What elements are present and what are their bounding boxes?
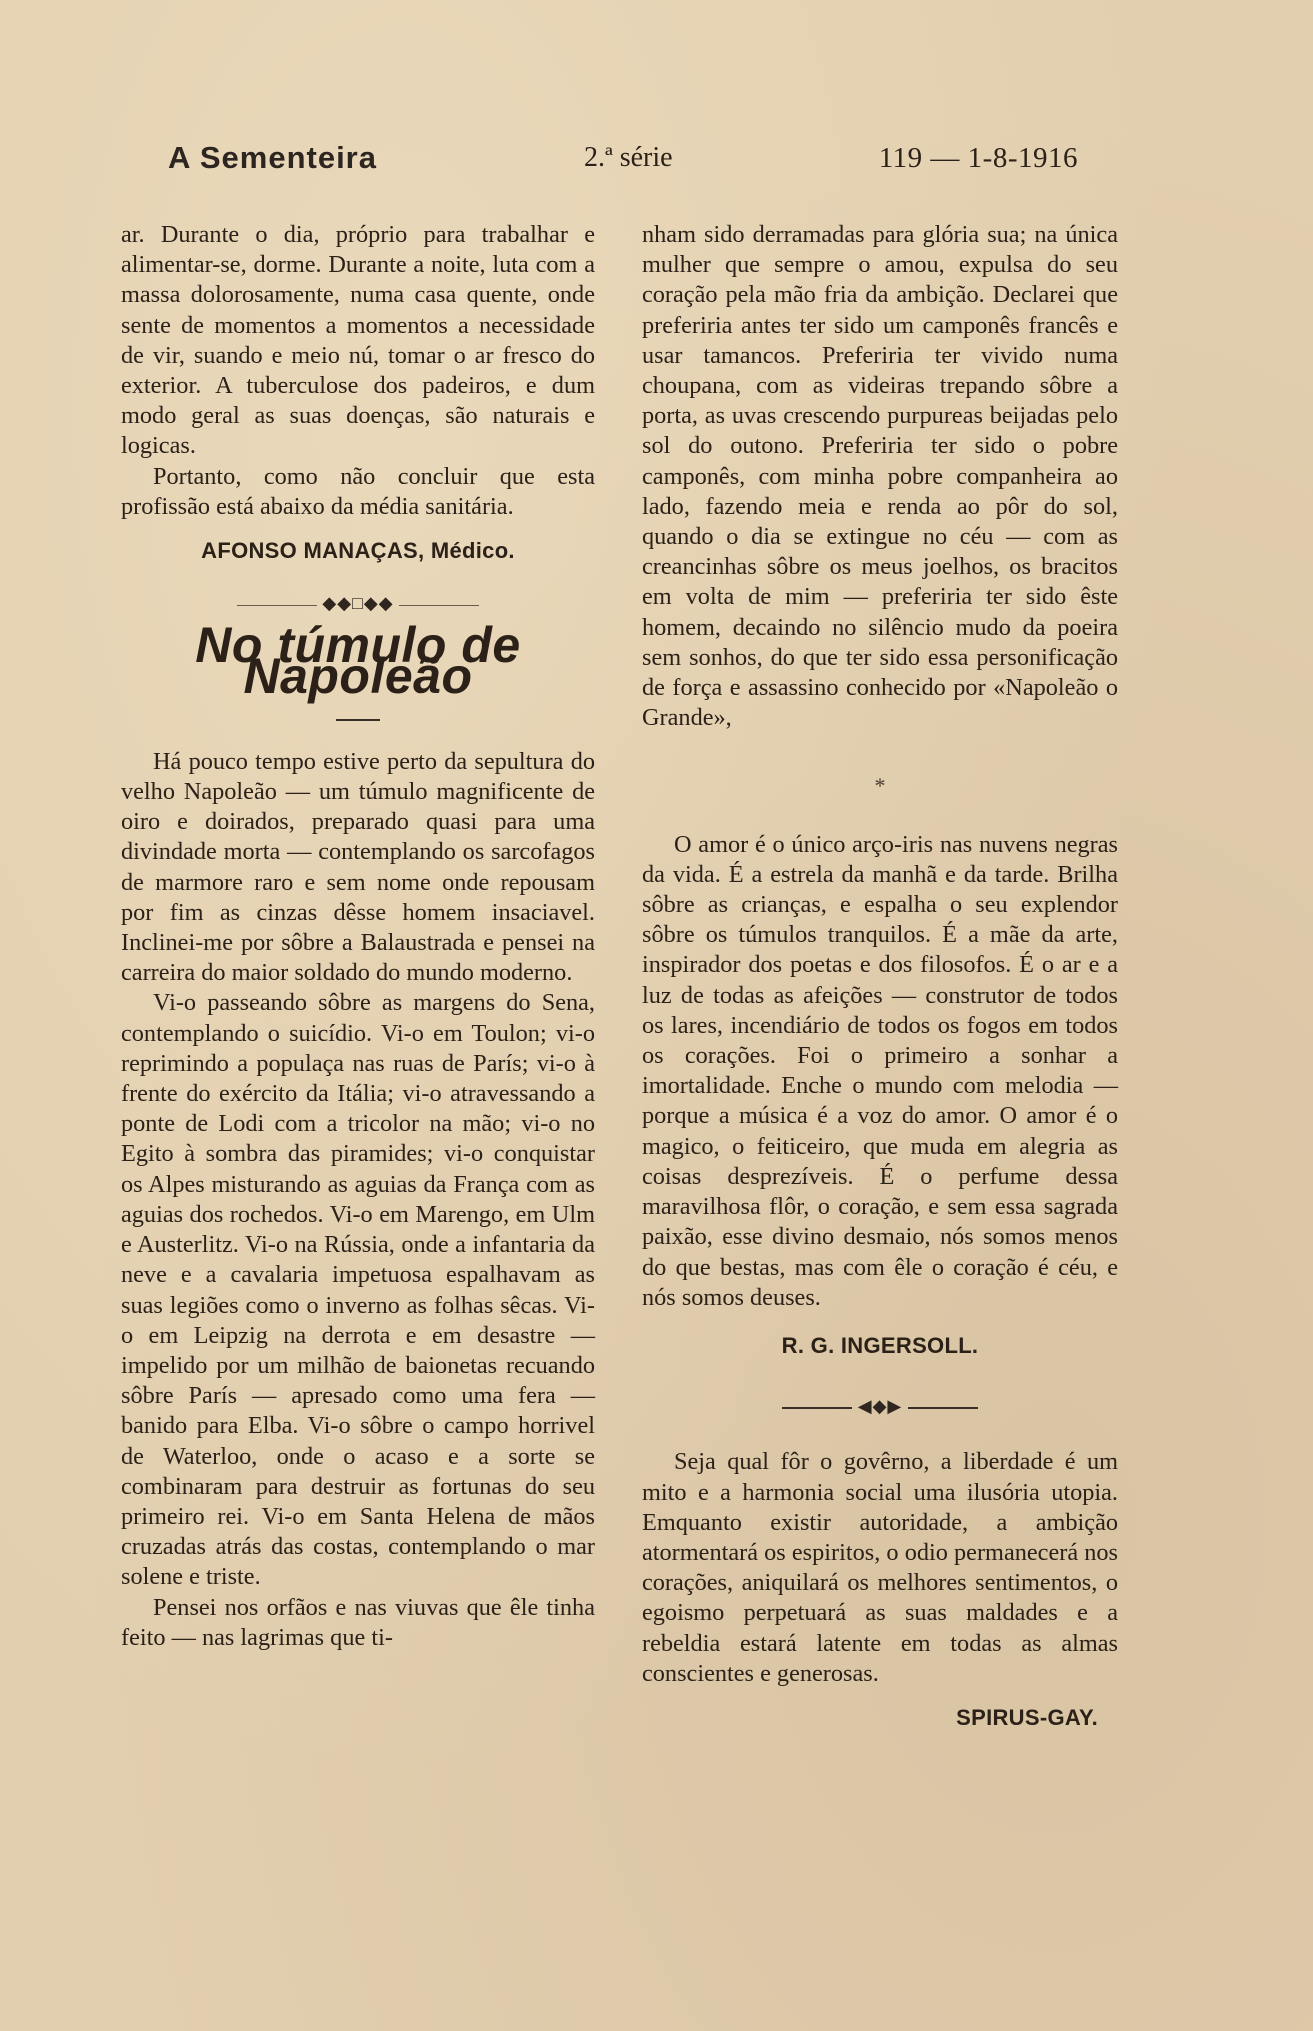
intro-paragraph: Portanto, como não concluir que esta profissão está abaixo da média sanitária. — [121, 462, 595, 520]
section-ornament — [121, 588, 595, 618]
ornament-glyph: ◆◆□◆◆ — [322, 593, 394, 614]
intro-signature: AFONSO MANAÇAS, Médico. — [201, 538, 515, 564]
love-signature: R. G. INGERSOLL. — [781, 1332, 979, 1358]
title-rule — [336, 719, 380, 721]
article-paragraph: Pensei nos orfãos e nas viuvas que êle tinha feito — nas lagrimas que ti- — [121, 1593, 595, 1651]
page-header — [168, 140, 1078, 180]
love-paragraph: O amor é o único arço-iris nas nuvens negras da vida. É a estrela da manhã e da tarde. Brilha sôbre as crianças, e espalha o seu explendor sôbre os túmulos tranquilos. É a mãe da arte, inspirador dos poetas e dos filosofos. É o ar e a luz de todas as afeições — construtor de todos os lares, incendiário de todos os fogos em todos os corações. Foi o primeiro a sonhar a imortalidade. Enche o mundo com melodia — porque a música é a voz do amor. O amor é o magico, o feiticeiro, que muda em alegria as coisas desprezíveis. É o perfume dessa maravilhosa flôr, o coração, e sem essa sagrada paixão, esse divino desmaio, nós somos menos do que bestas, mas com êle o coração é céu, e nós somos deuses. — [642, 830, 1118, 1311]
article-continuation: nham sido derramadas para glória sua; na única mulher que sempre o amou, expulsa do seu coração pela mão fria da ambição. Declarei que preferiria antes ter sido um camponês francês e usar tamancos. Preferiria ter vivido numa choupana, com as videiras trepando sôbre a porta, as uvas crescendo purpureas beijadas pelo sol do outono. Preferiria ter sido o pobre camponês, com minha pobre companheira ao lado, fazendo meia e renda ao pôr do sol, quando o dia se extingue no céu — com as creancinhas sôbre os meus joelhos, os bracitos em volta de mim — preferiria ter sido êste homem, decaindo no silêncio mudo da poeira sem sonhos, do que ter sido essa personificação de força e assassino conhecido por «Napoleão o Grande», — [642, 221, 1118, 732]
publication-title: A Sementeira — [168, 140, 377, 175]
article-paragraph: Há pouco tempo estive perto da sepultura do velho Napoleão — um túmulo magnificente de oiro e doirados, preparado quasi para uma divindade morta — contemplando os sarcofagos de marmore raro e sem nome onde repousam por fim as cinzas dêsse homem insaciavel. Inclinei-me por sôbre a Balaustrada e pensei na carreira do maior soldado do mundo moderno. — [121, 747, 595, 987]
issue-number-date: 119 — 1-8-1916 — [878, 142, 1078, 174]
ornament-rule — [237, 605, 317, 606]
article-paragraph: Vi-o passeando sôbre as margens do Sena, contemplando o suicídio. Vi-o em Toulon; vi-o reprimindo a populaça nas ruas de París; vi-o à frente do exército da Itália; vi-o atravessando a ponte de Lodi com a tricolor na mão; vi-o no Egito à sombra das piramides; vi-o conquistar os Alpes misturando as aguias da França com as aguias dos rochedos. Vi-o em Marengo, em Ulm e Austerlitz. Vi-o na Rússia, onde a infantaria da neve e a cavalaria impetuosa espalhavam as suas legiões como o inverno as folhas sêcas. Vi-o em Leipzig na derrota e em desastre — impelido por um milhão de baionetas recuando sôbre París — apresado como uma fera — banido para Elba. Vi-o sôbre o campo horrivel de Waterloo, onde o acaso e a sorte se combinaram para destruir as fortunas do seu primeiro rei. Vi-o em Santa Helena de mãos cruzadas atrás das costas, contemplando o mar solene e triste. — [121, 989, 595, 1591]
section-asterisk: * — [874, 773, 886, 799]
ornament-rule — [782, 1407, 852, 1409]
ornament-rule — [399, 605, 479, 606]
intro-paragraph: ar. Durante o dia, próprio para trabalhar e alimentar-se, dorme. Durante a noite, luta com a massa dolorosamente, numa casa quente, onde sente de momentos a momentos a necessidade de vir, suando e meio nú, tomar o ar fresco do exterior. A tuberculose dos padeiros, e dum modo geral as suas doenças, são naturais e logicas. — [121, 221, 595, 460]
liberty-signature: SPIRUS-GAY. — [956, 1704, 1098, 1730]
liberty-paragraph: Seja qual fôr o govêrno, a liberdade é um mito e a harmonia social uma ilusória utopia. Emquanto existir autoridade, a ambição atormentará os espiritos, o odio permanecerá nos corações, aniquilará os melhores sentimentos, o egoismo perpetuará as suas maldades e a rebeldia estará latente em todas as almas conscientes e generosas. — [642, 1448, 1118, 1687]
article-title: No túmulo de Napoleão — [195, 617, 521, 704]
section-ornament — [642, 1391, 1118, 1421]
right-column — [642, 220, 1118, 1733]
left-column — [121, 220, 595, 1653]
ornament-glyph: ◀◆▶ — [857, 1396, 903, 1417]
ornament-rule — [908, 1407, 978, 1409]
series-label: 2.ª série — [584, 142, 673, 173]
